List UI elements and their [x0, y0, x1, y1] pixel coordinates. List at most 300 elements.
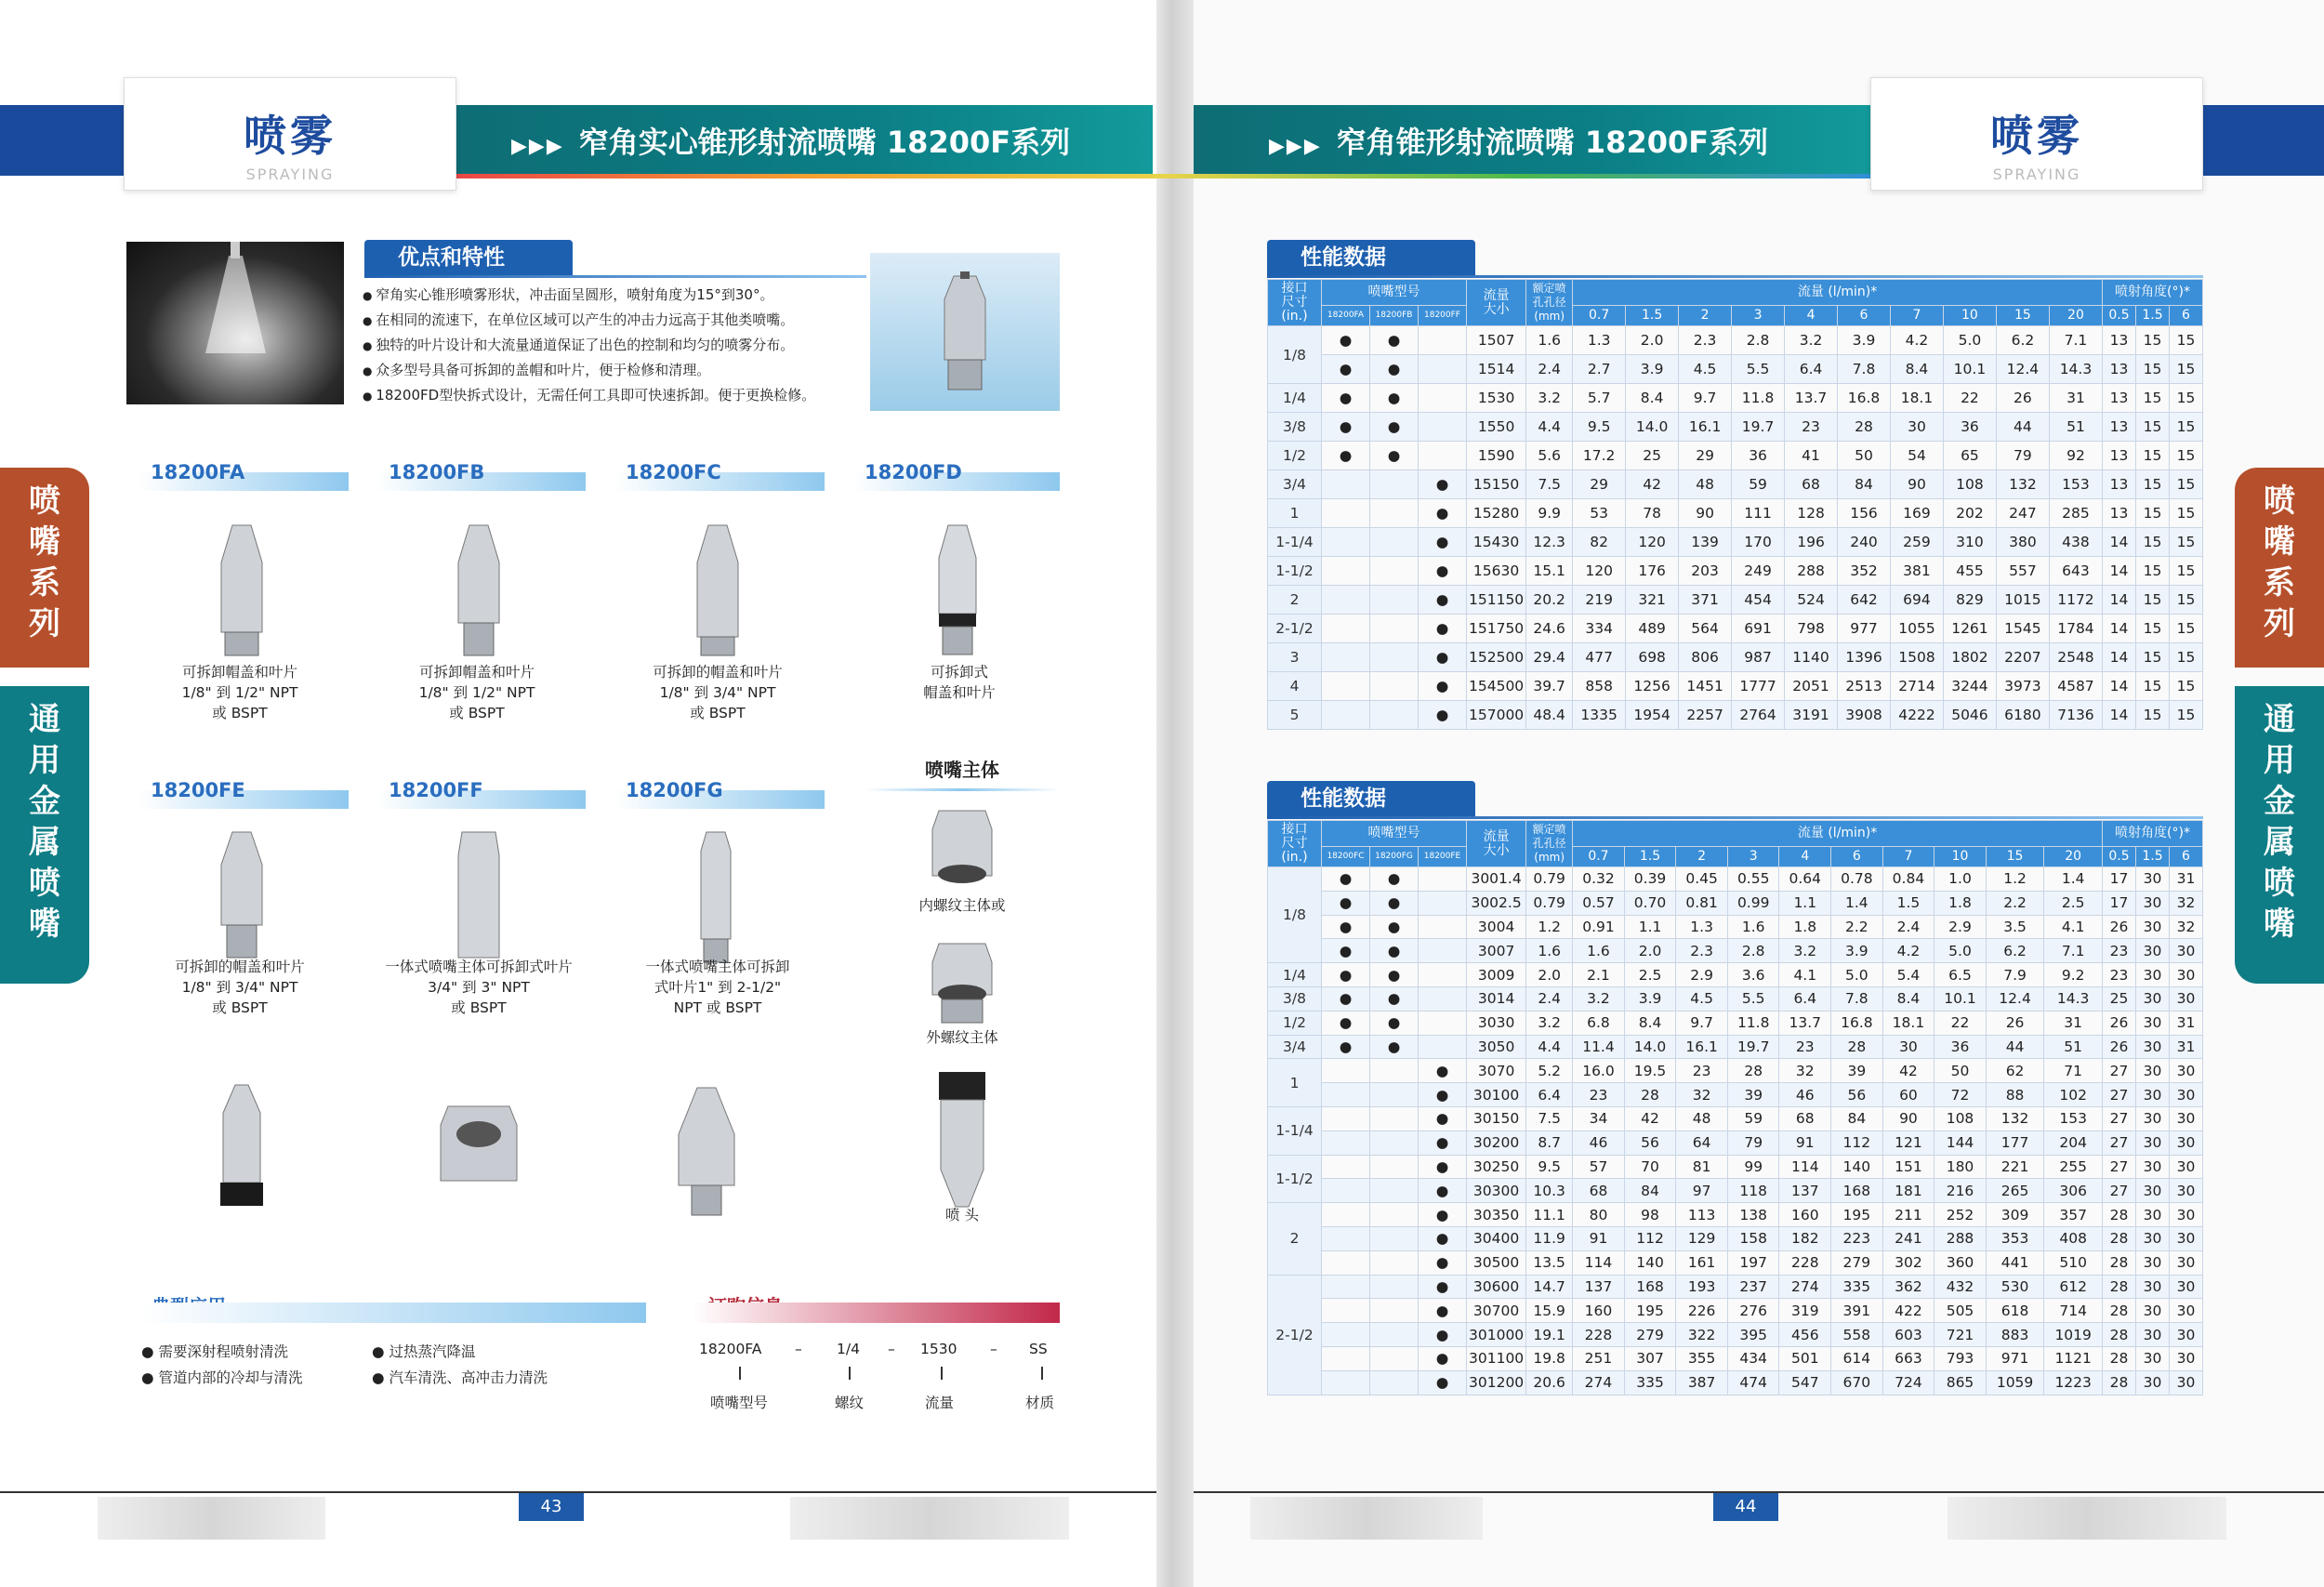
table-cell: 357 [2044, 1203, 2103, 1227]
table-cell: 1.1 [1624, 915, 1676, 939]
col-pressure: 6 [1838, 306, 1891, 326]
col-pressure: 3 [1727, 847, 1779, 867]
table-row [1268, 326, 2203, 355]
table-cell: 90 [1890, 470, 1943, 499]
cell-size: 2-1/2 [1268, 1275, 1322, 1395]
cell-size: 1/8 [1268, 867, 1322, 963]
table-cell: 36 [1934, 1035, 1987, 1059]
table-cell: 68 [1779, 1106, 1831, 1131]
table-cell: 14 [2103, 615, 2136, 643]
table-cell: 310 [1943, 528, 1996, 557]
table-cell: 65 [1943, 442, 1996, 470]
table-cell [1419, 384, 1467, 413]
table-cell: 151 [1882, 1155, 1934, 1179]
table-row [1268, 615, 2203, 643]
table-cell: 114 [1779, 1155, 1831, 1179]
table-cell: 48.4 [1526, 701, 1573, 730]
col-pressure: 20 [2044, 847, 2103, 867]
table-cell: 1.3 [1676, 915, 1728, 939]
table-cell: 30 [2136, 986, 2170, 1011]
table-row [1268, 1083, 2203, 1107]
table-cell: 806 [1679, 643, 1732, 672]
chevron-icon: ▶▶▶ [511, 135, 564, 158]
table-cell: 5.5 [1732, 355, 1785, 384]
application-text: 需要深射程喷射清洗 [158, 1343, 288, 1360]
table-cell: 28 [1624, 1083, 1676, 1107]
col-angle-group: 喷射角度(°)* [2103, 280, 2203, 306]
table-cell: ● [1370, 891, 1419, 915]
table-cell: 0.81 [1676, 891, 1728, 915]
order-dash: – [795, 1341, 802, 1357]
table-cell: 30 [2136, 1250, 2170, 1275]
table-cell: 614 [1831, 1346, 1883, 1370]
table-cell: 2548 [2049, 643, 2102, 672]
table-cell: 15 [2136, 384, 2170, 413]
table-row [1268, 1035, 2203, 1059]
table-cell: 501 [1779, 1346, 1831, 1370]
table-cell [1419, 326, 1467, 355]
features-underline [364, 275, 866, 278]
cell-size: 1/4 [1268, 963, 1322, 987]
table-cell: 11.4 [1573, 1035, 1625, 1059]
footer-blur [98, 1497, 325, 1540]
col-model-group: 喷嘴型号 [1322, 280, 1467, 306]
table-cell: 153 [2049, 470, 2102, 499]
col-pressure: 10 [1934, 847, 1987, 867]
table-cell: 32 [2170, 915, 2203, 939]
table-cell: ● [1370, 413, 1419, 442]
table-cell: 2.0 [1526, 963, 1573, 987]
table-cell: 865 [1934, 1370, 1987, 1395]
table-cell: ● [1322, 867, 1370, 892]
table-cell: 71 [2044, 1059, 2103, 1083]
table-cell: 15 [2136, 528, 2170, 557]
table-row [1268, 1370, 2203, 1395]
table-cell: 170 [1732, 528, 1785, 557]
table-cell: ● [1419, 1131, 1467, 1155]
table-cell: 7.5 [1526, 1106, 1573, 1131]
table-cell [1322, 528, 1370, 557]
table-cell: 10.3 [1526, 1179, 1573, 1203]
table-cell: 971 [1986, 1346, 2044, 1370]
table-cell: 120 [1573, 557, 1626, 586]
table-cell: 48 [1679, 470, 1732, 499]
order-label: 材质 [1025, 1395, 1055, 1411]
table-cell: 3.2 [1779, 939, 1831, 963]
table-cell: 99 [1727, 1155, 1779, 1179]
table-cell: 564 [1679, 615, 1732, 643]
side-tab-metal-right [2235, 686, 2324, 984]
table-cell: ● [1370, 963, 1419, 987]
table-cell: 30350 [1467, 1203, 1526, 1227]
table-cell: 30500 [1467, 1250, 1526, 1275]
table-cell: 1590 [1467, 442, 1526, 470]
table-cell: 16.0 [1573, 1059, 1625, 1083]
table-row [1268, 963, 2203, 987]
table-cell [1322, 1226, 1370, 1250]
table-cell: 5.2 [1526, 1059, 1573, 1083]
table-cell: 334 [1573, 615, 1626, 643]
table-cell: 10.1 [1943, 355, 1996, 384]
inner-thread-body-icon [925, 801, 999, 894]
table-cell: 0.45 [1676, 867, 1728, 892]
col-pressure: 15 [1996, 306, 2049, 326]
table-cell: 28 [2103, 1275, 2136, 1299]
table-cell: 524 [1785, 586, 1838, 615]
logo-left [124, 77, 456, 191]
table-cell: 30 [2170, 1131, 2203, 1155]
order-tick [739, 1367, 741, 1380]
footer-blur [1250, 1497, 1483, 1540]
table-cell: 26 [2103, 1035, 2136, 1059]
cell-size: 1-1/4 [1268, 528, 1322, 557]
table-cell [1370, 615, 1419, 643]
table-cell: 24.6 [1526, 615, 1573, 643]
table-cell: 51 [2044, 1035, 2103, 1059]
col-flow-group: 流量 (l/min)* [1573, 821, 2103, 847]
book-spine [1156, 0, 1194, 1587]
order-flow: 1530 [920, 1341, 957, 1357]
table-cell: 2.3 [1679, 326, 1732, 355]
table-row [1268, 586, 2203, 615]
table-cell: 30 [2170, 1226, 2203, 1250]
table-cell: 84 [1624, 1179, 1676, 1203]
table-cell [1370, 586, 1419, 615]
table-cell: 301100 [1467, 1346, 1526, 1370]
table-cell: 39.7 [1526, 672, 1573, 701]
table-cell: 29.4 [1526, 643, 1573, 672]
cell-size: 1/2 [1268, 442, 1322, 470]
table-row [1268, 384, 2203, 413]
table-cell: 1.3 [1573, 326, 1626, 355]
table-cell: ● [1370, 355, 1419, 384]
table-cell: 30 [2170, 1275, 2203, 1299]
table-cell: 28 [2103, 1250, 2136, 1275]
table-cell: 5.6 [1526, 442, 1573, 470]
spray-photo [126, 242, 344, 404]
table-cell: 2764 [1732, 701, 1785, 730]
table-cell: 4.2 [1882, 939, 1934, 963]
table-cell: 223 [1831, 1226, 1883, 1250]
table-row [1268, 1155, 2203, 1179]
table-cell: 4.1 [2044, 915, 2103, 939]
table-cell: 30600 [1467, 1275, 1526, 1299]
table-cell: 181 [1882, 1179, 1934, 1203]
table-cell [1370, 528, 1419, 557]
table-cell: 30 [2170, 1346, 2203, 1370]
table-cell: 1.6 [1573, 939, 1625, 963]
table-cell: 91 [1573, 1226, 1625, 1250]
table-cell: 15 [2170, 355, 2203, 384]
table-cell: 2051 [1785, 672, 1838, 701]
table-cell: 226 [1676, 1299, 1728, 1323]
table-cell: 30 [2136, 867, 2170, 892]
order-thread: 1/4 [837, 1341, 860, 1357]
table-cell: 42 [1626, 470, 1679, 499]
side-tab-label: 喷嘴系列 [29, 483, 60, 642]
cell-size: 2-1/2 [1268, 615, 1322, 643]
model-label-fg: 18200FG [626, 779, 723, 801]
table-row [1268, 915, 2203, 939]
table-cell: 151150 [1467, 586, 1526, 615]
table-cell: 721 [1934, 1323, 1987, 1347]
table-cell: 50 [1838, 442, 1891, 470]
logo-cn: 喷雾 [1990, 111, 2083, 161]
caption-line: 或 BSPT [451, 999, 507, 1016]
table-cell: 50 [1934, 1059, 1987, 1083]
table-cell [1419, 939, 1467, 963]
table-cell: ● [1419, 1203, 1467, 1227]
perf-underline-1 [1267, 275, 2203, 278]
table-cell: 176 [1626, 557, 1679, 586]
caption-line: 1/8" 到 3/4" NPT [659, 684, 776, 701]
order-tick [941, 1367, 943, 1380]
table-cell: 3070 [1467, 1059, 1526, 1083]
table-cell: 29 [1573, 470, 1626, 499]
caption-line: 可拆卸式 [930, 664, 988, 681]
table-cell: 30 [2136, 891, 2170, 915]
table-cell: 28 [1831, 1035, 1883, 1059]
table-row [1268, 867, 2203, 892]
table-row [1268, 701, 2203, 730]
table-cell [1322, 1106, 1370, 1131]
table-cell: 2.8 [1732, 326, 1785, 355]
table-cell: 28 [2103, 1370, 2136, 1395]
table-cell: 28 [2103, 1299, 2136, 1323]
table-cell: 16.1 [1679, 413, 1732, 442]
table-cell: 169 [1890, 499, 1943, 528]
caption-line: 或 BSPT [690, 705, 746, 721]
table-cell: 98 [1624, 1203, 1676, 1227]
table-cell: 0.78 [1831, 867, 1883, 892]
table-cell: ● [1419, 1299, 1467, 1323]
table-cell: 84 [1838, 470, 1891, 499]
table-cell: 15 [2136, 586, 2170, 615]
table-cell: 70 [1624, 1155, 1676, 1179]
table-cell: 2.4 [1526, 355, 1573, 384]
table-cell: 30 [2136, 1059, 2170, 1083]
col-pressure: 6 [1831, 847, 1883, 867]
table-cell: 5.7 [1573, 384, 1626, 413]
table-cell: ● [1322, 891, 1370, 915]
table-cell: 8.4 [1624, 1011, 1676, 1035]
table-cell [1322, 470, 1370, 499]
table-cell: 2.7 [1573, 355, 1626, 384]
table-cell: 618 [1986, 1299, 2044, 1323]
table-cell: 6.5 [1934, 963, 1987, 987]
table-cell: 249 [1732, 557, 1785, 586]
table-cell: 352 [1838, 557, 1891, 586]
table-cell: 20.2 [1526, 586, 1573, 615]
nozzle-assembly-icon [209, 1080, 274, 1220]
col-pressure: 2 [1676, 847, 1728, 867]
table-cell: 79 [1996, 442, 2049, 470]
table-cell: 13 [2103, 413, 2136, 442]
feature-item: ● 18200FD型快拆式设计，无需任何工具即可快速拆卸。便于更换检修。 [363, 383, 815, 408]
features-list [363, 283, 815, 408]
cell-size: 1 [1268, 1059, 1322, 1107]
table-cell: ● [1322, 963, 1370, 987]
table-cell: 202 [1943, 499, 1996, 528]
table-cell: 1.8 [1934, 891, 1987, 915]
table-cell: 8.4 [1890, 355, 1943, 384]
table-cell: ● [1322, 1035, 1370, 1059]
table-cell: 1530 [1467, 384, 1526, 413]
table-row [1268, 1250, 2203, 1275]
table-cell: 391 [1831, 1299, 1883, 1323]
table-cell: 196 [1785, 528, 1838, 557]
table-cell: 4222 [1890, 701, 1943, 730]
table-row [1268, 1011, 2203, 1035]
table-cell: 3002.5 [1467, 891, 1526, 915]
table-cell: 14 [2103, 586, 2136, 615]
table-cell: 139 [1679, 528, 1732, 557]
caption-line: 1/8" 到 3/4" NPT [181, 979, 298, 996]
table-cell: 23 [2103, 963, 2136, 987]
table-cell: 15 [2170, 384, 2203, 413]
table-cell: 1.6 [1526, 326, 1573, 355]
table-cell: 4.4 [1526, 1035, 1573, 1059]
cell-size: 3/4 [1268, 470, 1322, 499]
table-cell: 91 [1779, 1131, 1831, 1155]
table-cell: 30 [2136, 1035, 2170, 1059]
table-cell: 19.8 [1526, 1346, 1573, 1370]
table-cell: 353 [1986, 1226, 2044, 1250]
table-row [1268, 1226, 2203, 1250]
table-cell: 18.1 [1882, 1011, 1934, 1035]
table-cell [1370, 1299, 1419, 1323]
table-cell: 2.0 [1626, 326, 1679, 355]
table-cell [1322, 615, 1370, 643]
table-cell: 112 [1624, 1226, 1676, 1250]
table-cell: ● [1419, 672, 1467, 701]
order-bar [693, 1303, 1060, 1323]
nozzle-cap-icon [669, 1083, 744, 1223]
table-cell: 1.2 [1986, 867, 2044, 892]
table-cell: 51 [2049, 413, 2102, 442]
caption-tip: 喷 头 [945, 1207, 979, 1223]
cell-size: 3/8 [1268, 413, 1322, 442]
table-cell: 422 [1882, 1299, 1934, 1323]
table-cell: 3908 [1838, 701, 1891, 730]
caption-inner-body: 内螺纹主体或 [918, 897, 1006, 914]
table-cell: ● [1370, 442, 1419, 470]
table-cell: 46 [1779, 1083, 1831, 1107]
table-cell [1370, 499, 1419, 528]
table-cell: 114 [1573, 1250, 1625, 1275]
table-cell [1370, 1059, 1419, 1083]
table-row [1268, 1275, 2203, 1299]
table-cell [1322, 1323, 1370, 1347]
application-item: ● 过热蒸汽降温 [372, 1343, 476, 1360]
side-tab-label: 喷嘴系列 [2264, 483, 2295, 642]
table-cell [1419, 867, 1467, 892]
table-cell: 3.2 [1526, 1011, 1573, 1035]
table-cell [1322, 1059, 1370, 1083]
table-cell: 15 [2170, 528, 2203, 557]
col-model-group: 喷嘴型号 [1322, 821, 1467, 847]
table-cell: 160 [1779, 1203, 1831, 1227]
table-cell: 108 [1934, 1106, 1987, 1131]
table-cell: 12.4 [1996, 355, 2049, 384]
table-cell: 30 [2136, 1226, 2170, 1250]
col-pressure: 1.5 [1626, 306, 1679, 326]
table-cell: 81 [1676, 1155, 1728, 1179]
header-rainbow-line [456, 174, 1872, 179]
table-cell: 274 [1573, 1370, 1625, 1395]
col-pressure: 4 [1785, 306, 1838, 326]
col-pressure: 3 [1732, 306, 1785, 326]
table-cell: 31 [2044, 1011, 2103, 1035]
table-cell: 474 [1727, 1370, 1779, 1395]
table-cell: 28 [2103, 1346, 2136, 1370]
table-cell: 663 [1882, 1346, 1934, 1370]
table-cell: 32 [2170, 891, 2203, 915]
table-cell: 13.7 [1779, 1011, 1831, 1035]
table-cell [1322, 1346, 1370, 1370]
table-cell: 7.9 [1986, 963, 2044, 987]
table-cell: 36 [1943, 413, 1996, 442]
table-cell [1370, 1370, 1419, 1395]
table-cell: 30 [2170, 1299, 2203, 1323]
table-cell: 27 [2103, 1179, 2136, 1203]
table-cell: 883 [1986, 1323, 2044, 1347]
table-cell [1322, 1299, 1370, 1323]
table-cell: 8.4 [1882, 986, 1934, 1011]
header-band-right-blue [2203, 105, 2324, 176]
table-cell: 158 [1727, 1226, 1779, 1250]
table-cell: 301000 [1467, 1323, 1526, 1347]
table-cell: 15 [2136, 355, 2170, 384]
table-cell: 0.70 [1624, 891, 1676, 915]
table-row [1268, 1299, 2203, 1323]
table-cell: ● [1419, 701, 1467, 730]
table-cell: 30 [2170, 1083, 2203, 1107]
order-dash: – [888, 1341, 895, 1357]
caption-line: 或 BSPT [212, 705, 268, 721]
table-cell: 82 [1573, 528, 1626, 557]
table-cell: 6.4 [1785, 355, 1838, 384]
table-cell: 3.5 [1986, 915, 2044, 939]
cell-size: 1-1/2 [1268, 557, 1322, 586]
table-cell: 237 [1727, 1275, 1779, 1299]
table-cell: ● [1370, 384, 1419, 413]
table-cell: 62 [1986, 1059, 2044, 1083]
table-cell: 2.2 [1986, 891, 2044, 915]
table-cell: ● [1419, 1059, 1467, 1083]
table-cell: 140 [1624, 1250, 1676, 1275]
table-cell: 60 [1882, 1083, 1934, 1107]
table-cell: 3.2 [1573, 986, 1625, 1011]
table-cell: 395 [1727, 1323, 1779, 1347]
perf-heading-1: 性能数据 [1267, 240, 1475, 275]
table-cell: ● [1419, 470, 1467, 499]
table-cell: 13.7 [1785, 384, 1838, 413]
table-cell: 7136 [2049, 701, 2102, 730]
table-cell: 152500 [1467, 643, 1526, 672]
table-cell: 3014 [1467, 986, 1526, 1011]
table-cell: 48 [1676, 1106, 1728, 1131]
table-cell: 44 [1986, 1035, 2044, 1059]
table-cell: 13.5 [1526, 1250, 1573, 1275]
nozzle-fg-icon [688, 827, 744, 967]
table-row [1268, 1323, 2203, 1347]
table-cell: 30 [2136, 963, 2170, 987]
table-cell: 2.3 [1676, 939, 1728, 963]
order-dash: – [990, 1341, 997, 1357]
col-flow-size: 流量 大小 [1467, 280, 1526, 326]
table-cell: 216 [1934, 1179, 1987, 1203]
